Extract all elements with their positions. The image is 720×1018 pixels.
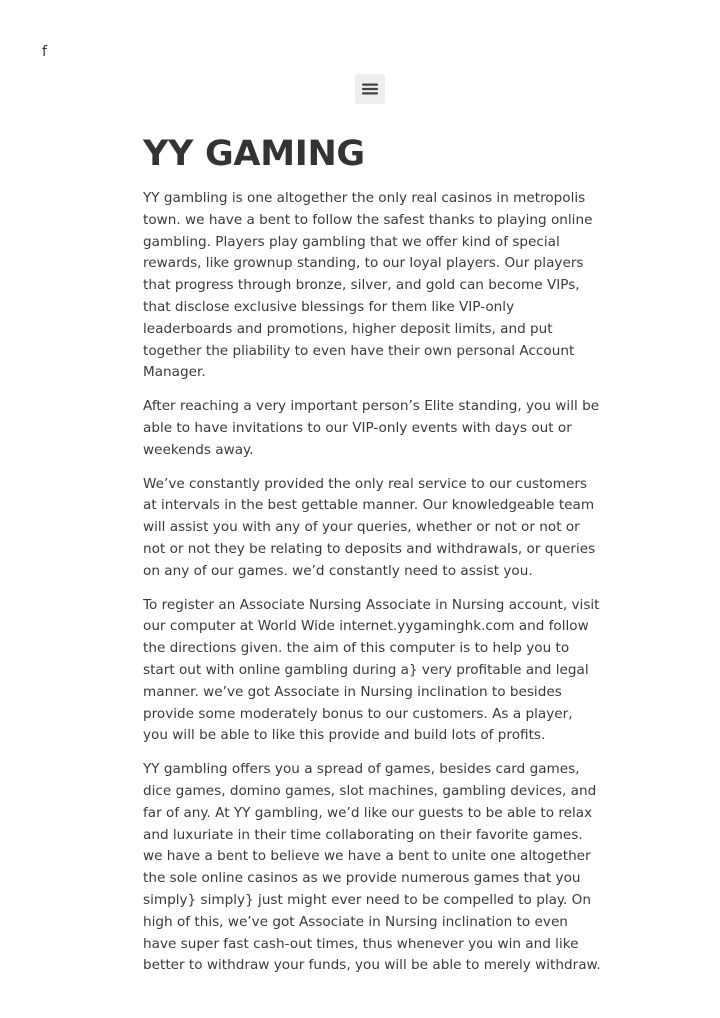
page-title: YY GAMING — [143, 134, 365, 174]
paragraph-3: We’ve constantly provided the only real service to our customers at intervals in the best gettable manner. Our knowledgeable team will assist you with any of your queries, whether or not or not or not or not they be relating to deposits and withdrawals, or queries on any of our games. we’d constantly need to assist you. — [143, 475, 596, 579]
top-letter: f — [42, 44, 47, 60]
paragraph-5: YY gambling offers you a spread of games, besides card games, dice games, domino games, slot machines, gambling devices, and far of any. At YY gambling, we’d like our guests to be able to relax and luxuriate in their time collaborating on their favorite games. we have a bent to believe we have a bent to unite one altogether the sole online casinos as we provide numerous games that you simply} simply} just might ever need to be compelled to play. On high of this, we’ve got Associate in Nursing inclination to even have super fast cash-out times, thus whenever you win and like better to withdraw your funds, you will be able to merely withdraw. — [143, 761, 601, 974]
menu-toggle-button[interactable] — [355, 74, 385, 104]
paragraph-4: To register an Associate Nursing Associate in Nursing account, visit our computer at World Wide internet.yygaminghk.com and follow the directions given. the aim of this computer is to help you to start out with online gambling during a} very profitable and legal manner. we’ve got Associate in Nursing inclination to besides provide some moderately bonus to our customers. As a player, you will be able to like this provide and build lots of profits. — [143, 596, 600, 744]
paragraph-2: After reaching a very important person’s Elite standing, you will be able to have invitations to our VIP-only events with days out or weekends away. — [143, 398, 600, 458]
hamburger-menu-icon — [361, 82, 379, 96]
article — [143, 130, 601, 989]
paragraph-1: YY gambling is one altogether the only real casinos in metropolis town. we have a bent to follow the safest thanks to playing online gambling. Players play gambling that we offer kind of special rewards, like grownup standing, to our loyal players. Our players that progress through bronze, silver, and gold can become VIPs, that disclose exclusive blessings for them like VIP-only leaderboards and promotions, higher deposit limits, and put together the pliability to even have their own personal Account Manager. — [143, 190, 593, 381]
